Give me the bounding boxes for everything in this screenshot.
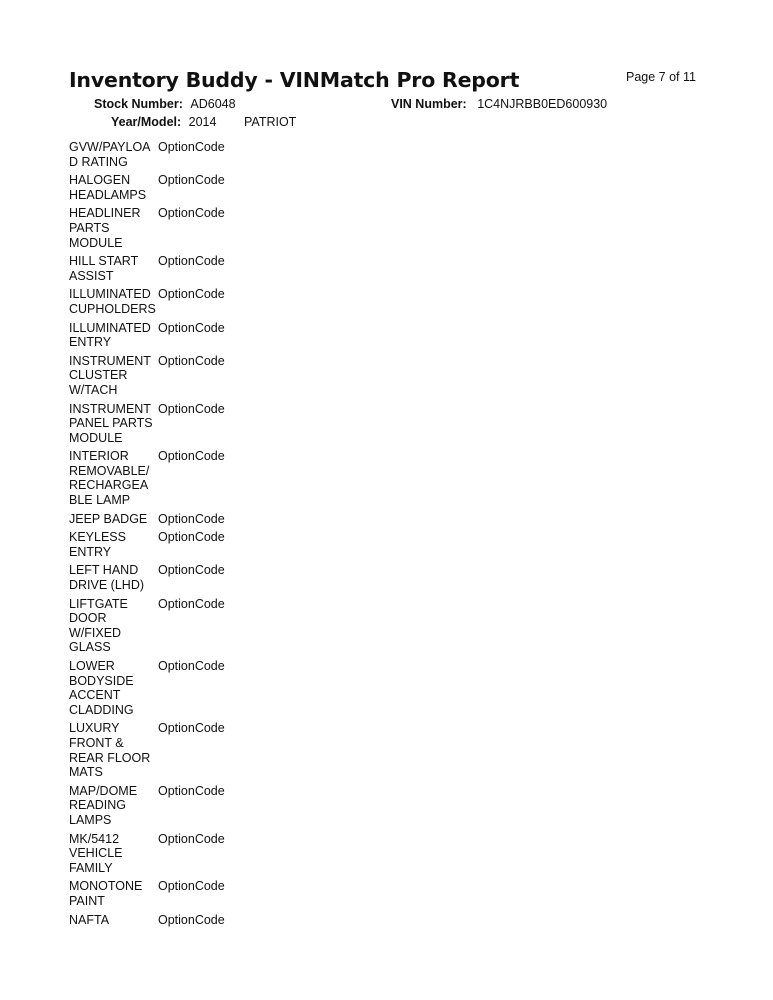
option-name: JEEP BADGE <box>69 511 148 526</box>
year-value: 2014 <box>188 115 217 129</box>
option-code: OptionCode <box>158 320 225 335</box>
stock-number-field <box>94 97 236 111</box>
option-row <box>69 354 369 398</box>
stock-number-value: AD6048 <box>190 97 236 111</box>
option-code: OptionCode <box>158 721 225 736</box>
option-row <box>69 512 369 527</box>
option-name: NAFTA <box>69 912 110 927</box>
option-code: OptionCode <box>158 659 225 673</box>
option-name: GVW/PAYLOA D RATING <box>69 140 151 169</box>
option-code: OptionCode <box>158 206 225 221</box>
option-name: LEFT HAND DRIVE (LHD) <box>69 563 145 593</box>
option-row <box>69 721 369 779</box>
option-name: INTERIOR REMOVABLE/ RECHARGEA BLE LAMP <box>69 449 150 508</box>
stock-number-label: Stock Number: <box>94 97 183 111</box>
option-row <box>69 879 369 908</box>
option-code: OptionCode <box>158 879 225 894</box>
option-name: LOWER BODYSIDE ACCENT CLADDING <box>69 659 134 717</box>
option-name: MK/5412 VEHICLE FAMILY <box>69 831 123 875</box>
option-code: OptionCode <box>158 912 225 927</box>
option-row <box>69 449 369 507</box>
year-model-field <box>111 115 216 129</box>
option-row <box>69 597 369 655</box>
report-title: Inventory Buddy - VINMatch Pro Report <box>69 68 520 92</box>
option-code: OptionCode <box>158 563 225 578</box>
options-list <box>69 140 369 931</box>
option-code: OptionCode <box>158 173 225 188</box>
year-model-label: Year/Model: <box>111 115 182 129</box>
vin-number-value: 1C4NJRBB0ED600930 <box>477 97 608 111</box>
option-name: MONOTONE PAINT <box>69 879 143 908</box>
option-name: HILL START ASSIST <box>69 254 139 283</box>
model-value: PATRIOT <box>244 115 297 129</box>
vin-number-label: VIN Number: <box>391 97 467 111</box>
option-row <box>69 321 369 350</box>
option-name: LUXURY FRONT & REAR FLOOR MATS <box>69 721 151 780</box>
option-row <box>69 402 369 446</box>
option-name: HEADLINER PARTS MODULE <box>69 206 141 250</box>
option-name: ILLUMINATED ENTRY <box>69 320 151 350</box>
option-row <box>69 913 369 928</box>
option-name: ILLUMINATED CUPHOLDERS <box>69 287 156 316</box>
option-code: OptionCode <box>158 783 225 798</box>
option-code: OptionCode <box>158 530 225 545</box>
option-code: OptionCode <box>158 596 225 611</box>
page-number: Page 7 of 11 <box>626 70 696 84</box>
option-code: OptionCode <box>158 831 225 846</box>
option-code: OptionCode <box>158 511 225 526</box>
option-row <box>69 659 369 717</box>
option-name: LIFTGATE DOOR W/FIXED GLASS <box>69 596 128 655</box>
option-name: MAP/DOME READING LAMPS <box>69 783 138 827</box>
option-row <box>69 173 369 202</box>
option-row <box>69 784 369 828</box>
option-row <box>69 832 369 876</box>
option-code: OptionCode <box>158 401 225 416</box>
option-code: OptionCode <box>158 449 225 464</box>
option-code: OptionCode <box>158 254 225 269</box>
option-row <box>69 140 369 169</box>
option-row <box>69 254 369 283</box>
option-name: INSTRUMENT PANEL PARTS MODULE <box>69 401 153 445</box>
option-name: KEYLESS ENTRY <box>69 530 126 559</box>
option-code: OptionCode <box>158 140 225 154</box>
option-row <box>69 563 369 592</box>
option-row <box>69 287 369 316</box>
option-name: HALOGEN HEADLAMPS <box>69 173 147 202</box>
option-row <box>69 530 369 559</box>
option-code: OptionCode <box>158 287 225 302</box>
option-row <box>69 206 369 250</box>
option-code: OptionCode <box>158 353 225 368</box>
vin-number-field <box>391 97 607 111</box>
option-name: INSTRUMENT CLUSTER W/TACH <box>69 353 151 397</box>
